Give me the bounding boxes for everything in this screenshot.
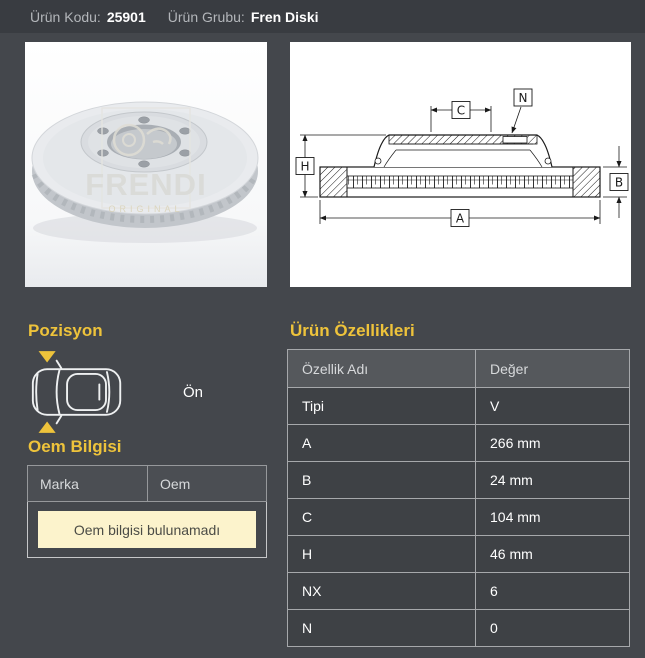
- position-indicator: [30, 348, 125, 438]
- front-marker-up-icon: [39, 421, 56, 432]
- oem-empty-notice: Oem bilgisi bulunamadı: [38, 511, 256, 548]
- tech-diagram-panel: [290, 42, 631, 287]
- oem-title: Oem Bilgisi: [28, 437, 122, 456]
- dim-label-c: C: [456, 103, 466, 118]
- table-row: [288, 610, 630, 647]
- dim-label-a: A: [455, 211, 465, 226]
- spec-value: 46 mm: [476, 536, 630, 573]
- product-code-label: Ürün Kodu:: [30, 8, 101, 25]
- brake-disc-diagram: [290, 42, 631, 287]
- spec-name: B: [288, 462, 476, 499]
- car-top-view-icon: [33, 361, 120, 424]
- specs-col-name: Özellik Adı: [288, 350, 476, 388]
- specs-title: Ürün Özellikleri: [290, 321, 415, 340]
- oem-col-brand: Marka: [28, 466, 147, 501]
- table-row: [288, 462, 630, 499]
- product-code-value: 25901: [106, 8, 146, 25]
- dim-label-b: B: [614, 175, 624, 190]
- spec-value: 6: [476, 573, 630, 610]
- oem-col-oem: Oem: [147, 466, 266, 501]
- spec-value: 0: [476, 610, 630, 647]
- topbar: [0, 0, 645, 33]
- watermark-sub-text: ORIGINAL: [108, 204, 184, 214]
- table-row: [288, 425, 630, 462]
- product-photo-panel: [25, 42, 267, 287]
- spec-name: C: [288, 499, 476, 536]
- product-group-label: Ürün Grubu:: [167, 8, 245, 25]
- table-row: [288, 499, 630, 536]
- position-title: Pozisyon: [28, 321, 103, 340]
- spec-name: H: [288, 536, 476, 573]
- dim-label-h: H: [300, 159, 310, 174]
- spec-value: 266 mm: [476, 425, 630, 462]
- position-value: Ön: [183, 384, 204, 401]
- spec-value: 104 mm: [476, 499, 630, 536]
- watermark-brand-text: FRENDI: [85, 167, 207, 202]
- dim-label-n: N: [518, 91, 528, 105]
- spec-value: V: [476, 388, 630, 425]
- product-group-value: Fren Diski: [250, 8, 319, 25]
- spec-value: 24 mm: [476, 462, 630, 499]
- table-row: [288, 536, 630, 573]
- table-row: [288, 388, 630, 425]
- bolt-hole-slot: [503, 137, 527, 144]
- front-marker-down-icon: [39, 351, 56, 362]
- brake-disc-photo: [25, 42, 267, 287]
- spec-name: A: [288, 425, 476, 462]
- oem-table-header: [27, 465, 267, 502]
- specs-col-value: Değer: [476, 350, 630, 388]
- spec-name: N: [288, 610, 476, 647]
- specs-table: [287, 349, 630, 647]
- table-row: [288, 573, 630, 610]
- oem-table-body: [27, 502, 267, 558]
- spec-name: NX: [288, 573, 476, 610]
- spec-name: Tipi: [288, 388, 476, 425]
- specs-header-row: [288, 350, 630, 388]
